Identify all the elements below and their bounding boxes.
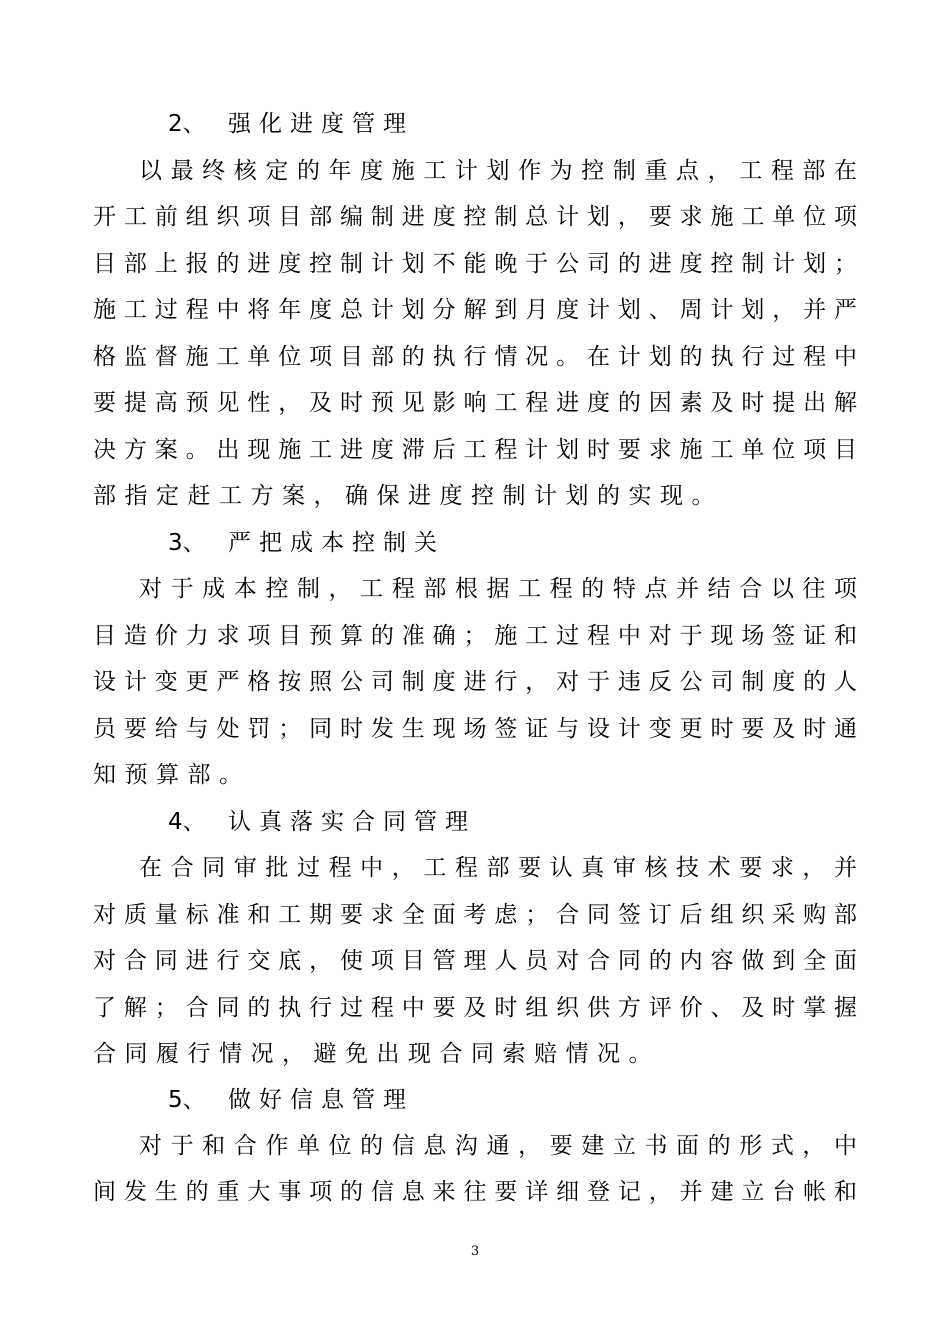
- paragraph-line: 施工过程中将年度总计划分解到月度计划、周计划，并严: [93, 297, 857, 323]
- paragraph-line: 目造价力求项目预算的准确；施工过程中对于现场签证和: [93, 623, 857, 649]
- paragraph-line: 要提高预见性，及时预见影响工程进度的因素及时提出解: [93, 390, 857, 416]
- paragraph-line: 对于成本控制，工程部根据工程的特点并结合以往项: [139, 576, 857, 602]
- paragraph-line: 对合同进行交底，使项目管理人员对合同的内容做到全面: [93, 948, 857, 974]
- section-number: 4、: [168, 809, 206, 835]
- paragraph-line: 间发生的重大事项的信息来往要详细登记，并建立台帐和: [93, 1179, 857, 1205]
- paragraph-line: 对质量标准和工期要求全面考虑；合同签订后组织采购部: [93, 902, 857, 928]
- section-title: 严把成本控制关: [228, 530, 445, 556]
- section-heading-2: [168, 109, 414, 139]
- paragraph-line: 部指定赶工方案，确保进度控制计划的实现。: [93, 483, 723, 509]
- paragraph-line: 员要给与处罚；同时发生现场签证与设计变更时要及时通: [93, 716, 857, 742]
- section-heading-3: [168, 528, 445, 558]
- paragraph-line: 设计变更严格按照公司制度进行，对于违反公司制度的人: [93, 669, 857, 695]
- paragraph-line: 目部上报的进度控制计划不能晚于公司的进度控制计划；: [93, 251, 857, 277]
- section-number: 5、: [168, 1087, 206, 1113]
- paragraph-line: 合同履行情况，避免出现合同索赔情况。: [93, 1041, 660, 1067]
- section-heading-5: [168, 1085, 414, 1115]
- section-heading-4: [168, 807, 476, 837]
- section-number: 3、: [168, 530, 206, 556]
- paragraph-line: 在合同审批过程中，工程部要认真审核技术要求，并: [139, 855, 857, 881]
- section-title: 强化进度管理: [228, 111, 414, 137]
- paragraph-line: 格监督施工单位项目部的执行情况。在计划的执行过程中: [93, 344, 857, 370]
- paragraph-line: 了解；合同的执行过程中要及时组织供方评价、及时掌握: [93, 995, 857, 1021]
- section-title: 认真落实合同管理: [228, 809, 476, 835]
- paragraph-line: 知预算部。: [93, 762, 251, 788]
- paragraph-line: 以最终核定的年度施工计划作为控制重点，工程部在: [139, 158, 857, 184]
- paragraph-line: 开工前组织项目部编制进度控制总计划，要求施工单位项: [93, 204, 857, 230]
- paragraph-line: 对于和合作单位的信息沟通，要建立书面的形式，中: [139, 1133, 857, 1159]
- section-number: 2、: [168, 111, 206, 137]
- section-title: 做好信息管理: [228, 1087, 414, 1113]
- page-number: 3: [470, 1244, 480, 1259]
- paragraph-line: 决方案。出现施工进度滞后工程计划时要求施工单位项目: [93, 437, 857, 463]
